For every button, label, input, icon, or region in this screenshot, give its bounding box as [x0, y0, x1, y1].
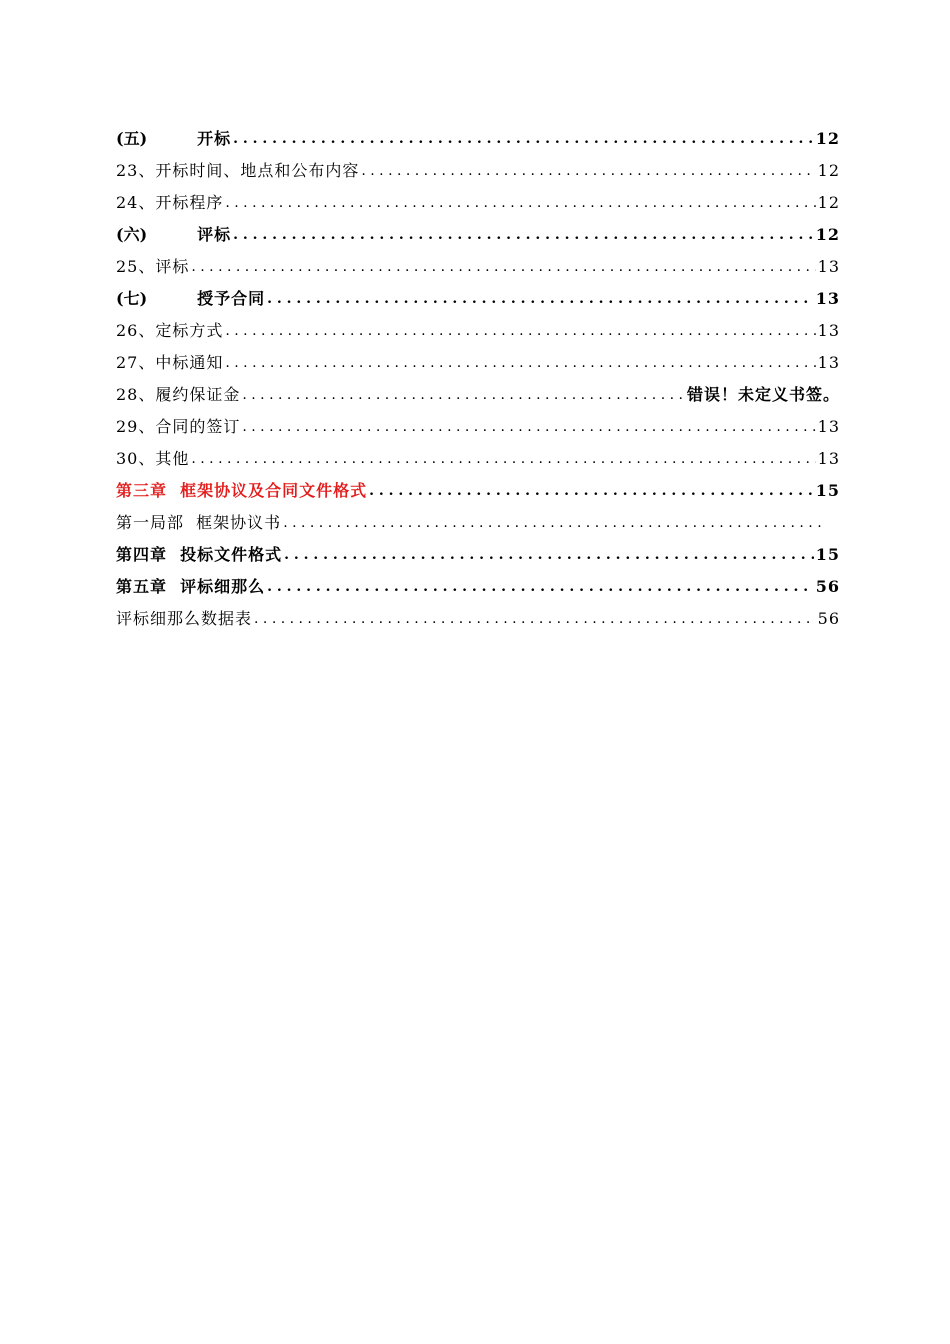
toc-page-number: 12	[815, 129, 840, 148]
toc-error-message: 错误！未定义书签。	[686, 385, 840, 404]
toc-dot-leader	[267, 577, 814, 597]
toc-entry-title: 27、中标通知	[116, 353, 224, 372]
toc-page-number: 13	[817, 417, 840, 436]
toc-page-number: 13	[817, 321, 840, 340]
toc-entry-title: 第三章 框架协议及合同文件格式	[116, 481, 368, 500]
toc-entry-27[interactable]	[116, 341, 840, 373]
toc-page-number: 12	[817, 193, 840, 212]
toc-entry-section-6[interactable]	[116, 213, 840, 245]
toc-dot-leader	[267, 289, 814, 309]
toc-entry-30[interactable]	[116, 437, 840, 469]
toc-dot-leader	[191, 449, 815, 469]
toc-page-number: 13	[817, 449, 840, 468]
toc-entry-23[interactable]	[116, 149, 840, 181]
toc-entry-28[interactable]	[116, 373, 840, 405]
toc-page-number: 13	[817, 257, 840, 276]
toc-page-number: 15	[815, 545, 840, 564]
toc-entry-title: 29、合同的签订	[116, 417, 241, 436]
toc-dot-leader	[242, 385, 685, 405]
toc-dot-leader	[283, 513, 822, 533]
table-of-contents	[116, 117, 840, 629]
toc-entry-part-1[interactable]	[116, 501, 840, 533]
toc-page-number: 13	[815, 289, 840, 308]
toc-entry-chapter-4[interactable]	[116, 533, 840, 565]
toc-entry-title: 授予合同	[197, 289, 266, 308]
toc-entry-title: 第四章 投标文件格式	[116, 545, 283, 564]
toc-dot-leader	[225, 353, 815, 373]
toc-entry-title: 25、评标	[116, 257, 190, 276]
toc-page-number: 15	[815, 481, 840, 500]
toc-entry-title: 评标	[197, 225, 232, 244]
toc-entry-title: 26、定标方式	[116, 321, 224, 340]
toc-entry-number: (五)	[116, 129, 148, 148]
toc-entry-29[interactable]	[116, 405, 840, 437]
toc-dot-leader	[254, 609, 816, 629]
toc-entry-24[interactable]	[116, 181, 840, 213]
toc-entry-title: 第五章 评标细那么	[116, 577, 266, 596]
toc-dot-leader	[284, 545, 814, 565]
toc-entry-26[interactable]	[116, 309, 840, 341]
toc-entry-chapter-3[interactable]	[116, 469, 840, 501]
toc-dot-leader	[191, 257, 815, 277]
toc-page-number: 13	[817, 353, 840, 372]
toc-entry-title: 23、开标时间、地点和公布内容	[116, 161, 360, 180]
toc-dot-leader	[233, 129, 814, 149]
toc-entry-25[interactable]	[116, 245, 840, 277]
toc-entry-title: 24、开标程序	[116, 193, 224, 212]
toc-entry-section-7[interactable]	[116, 277, 840, 309]
toc-entry-title: 30、其他	[116, 449, 190, 468]
toc-entry-title: 评标细那么数据表	[116, 609, 253, 628]
toc-entry-number: (六)	[116, 225, 148, 244]
toc-entry-section-5[interactable]	[116, 117, 840, 149]
toc-dot-leader	[369, 481, 814, 501]
toc-dot-leader	[361, 161, 815, 181]
toc-dot-leader	[242, 417, 815, 437]
toc-entry-number: (七)	[116, 289, 148, 308]
toc-entry-title: 第一局部 框架协议书	[116, 513, 282, 532]
toc-dot-leader	[225, 321, 815, 341]
toc-entry-title: 开标	[197, 129, 232, 148]
toc-page-number: 56	[817, 609, 840, 628]
toc-page-number: 12	[815, 225, 840, 244]
toc-dot-leader	[225, 193, 815, 213]
toc-dot-leader	[233, 225, 814, 245]
toc-page-number: 56	[815, 577, 840, 596]
toc-page-number: 12	[817, 161, 840, 180]
toc-entry-title: 28、履约保证金	[116, 385, 241, 404]
toc-entry-scoring-table[interactable]	[116, 597, 840, 629]
toc-entry-chapter-5[interactable]	[116, 565, 840, 597]
